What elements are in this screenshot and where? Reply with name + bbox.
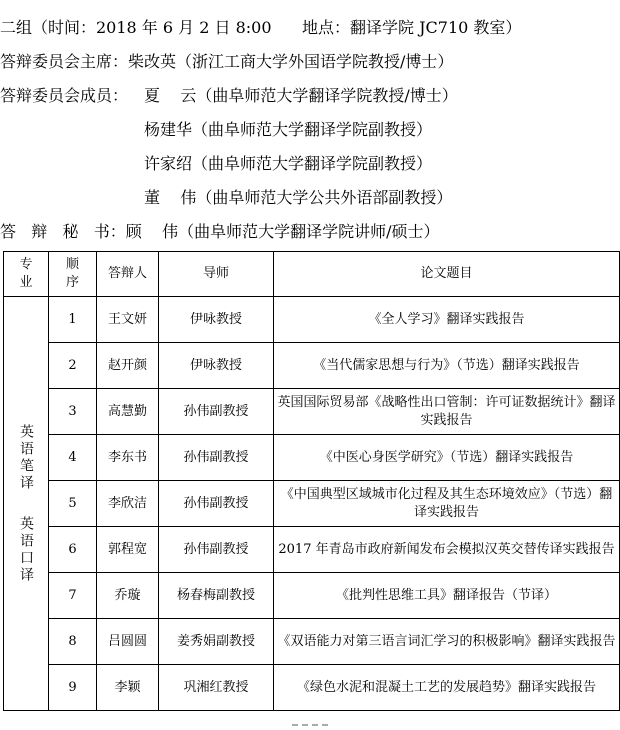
table-row	[4, 297, 620, 343]
committee-member: 杨建华（曲阜师范大学翻译学院副教授）	[144, 120, 433, 139]
header-seq: 顺序	[49, 252, 97, 297]
defender-cell: 高慧勤	[97, 389, 159, 435]
defender-cell: 赵开颜	[97, 343, 159, 389]
table-row	[4, 665, 620, 711]
header-defender: 答辩人	[97, 252, 159, 297]
seq-cell: 1	[49, 297, 97, 343]
advisor-cell: 孙伟副教授	[159, 481, 274, 527]
header-major: 专业	[4, 252, 49, 297]
seq-cell: 5	[49, 481, 97, 527]
table-row	[4, 527, 620, 573]
seq-cell: 6	[49, 527, 97, 573]
table-header-row	[4, 252, 620, 297]
title-cell: 英国国际贸易部《战略性出口管制：许可证数据统计》翻译实践报告	[274, 389, 620, 435]
table-row	[4, 481, 620, 527]
title-cell: 《当代儒家思想与行为》（节选）翻译实践报告	[274, 343, 620, 389]
title-cell: 《中医心身医学研究》（节选）翻译实践报告	[274, 435, 620, 481]
advisor-cell: 伊咏教授	[159, 297, 274, 343]
title-cell: 《批判性思维工具》翻译报告（节译）	[274, 573, 620, 619]
page-break-marker	[292, 724, 328, 730]
seq-cell: 8	[49, 619, 97, 665]
seq-cell: 3	[49, 389, 97, 435]
seq-cell: 9	[49, 665, 97, 711]
table-row	[4, 619, 620, 665]
advisor-cell: 姜秀娟副教授	[159, 619, 274, 665]
title-cell: 《绿色水泥和混凝土工艺的发展趋势》翻译实践报告	[274, 665, 620, 711]
group-info-line: 二组（时间：2018 年 6 月 2 日 8:00 地点：翻译学院 JC710 教室）	[0, 18, 522, 37]
advisor-cell: 伊咏教授	[159, 343, 274, 389]
header-advisor: 导师	[159, 252, 274, 297]
defender-cell: 吕圆圆	[97, 619, 159, 665]
committee-member: 许家绍（曲阜师范大学翻译学院副教授）	[144, 154, 433, 173]
committee-member: 董 伟（曲阜师范大学公共外语部副教授）	[144, 188, 453, 207]
defender-cell: 乔璇	[97, 573, 159, 619]
major-interpreting: 英语口译	[18, 515, 34, 584]
advisor-cell: 孙伟副教授	[159, 435, 274, 481]
advisor-cell: 杨春梅副教授	[159, 573, 274, 619]
defender-cell: 王文妍	[97, 297, 159, 343]
title-cell: 《双语能力对第三语言词汇学习的积极影响》翻译实践报告	[274, 619, 620, 665]
defender-cell: 李东书	[97, 435, 159, 481]
defender-cell: 李欣洁	[97, 481, 159, 527]
defense-secretary: 答 辩 秘 书：顾 伟（曲阜师范大学翻译学院讲师/硕士）	[0, 222, 440, 241]
committee-chair: 答辩委员会主席：柴改英（浙江工商大学外国语学院教授/博士）	[0, 52, 454, 71]
major-translation: 英语笔译	[18, 423, 34, 492]
title-cell: 2017 年青岛市政府新闻发布会模拟汉英交替传译实践报告	[274, 527, 620, 573]
title-cell: 《中国典型区域城市化过程及其生态环境效应》（节选）翻译实践报告	[274, 481, 620, 527]
defender-cell: 李颖	[97, 665, 159, 711]
major-cell	[4, 297, 49, 711]
header-title: 论文题目	[274, 252, 620, 297]
table-row	[4, 573, 620, 619]
table-row	[4, 343, 620, 389]
seq-cell: 2	[49, 343, 97, 389]
seq-cell: 7	[49, 573, 97, 619]
table-row	[4, 435, 620, 481]
advisor-cell: 孙伟副教授	[159, 389, 274, 435]
table-row	[4, 389, 620, 435]
committee-member: 夏 云（曲阜师范大学翻译学院教授/博士）	[144, 86, 458, 105]
defender-cell: 郭程宽	[97, 527, 159, 573]
title-cell: 《全人学习》翻译实践报告	[274, 297, 620, 343]
defense-schedule-table	[3, 251, 620, 711]
seq-cell: 4	[49, 435, 97, 481]
advisor-cell: 孙伟副教授	[159, 527, 274, 573]
advisor-cell: 巩湘红教授	[159, 665, 274, 711]
committee-members-label: 答辩委员会成员：	[0, 86, 129, 105]
